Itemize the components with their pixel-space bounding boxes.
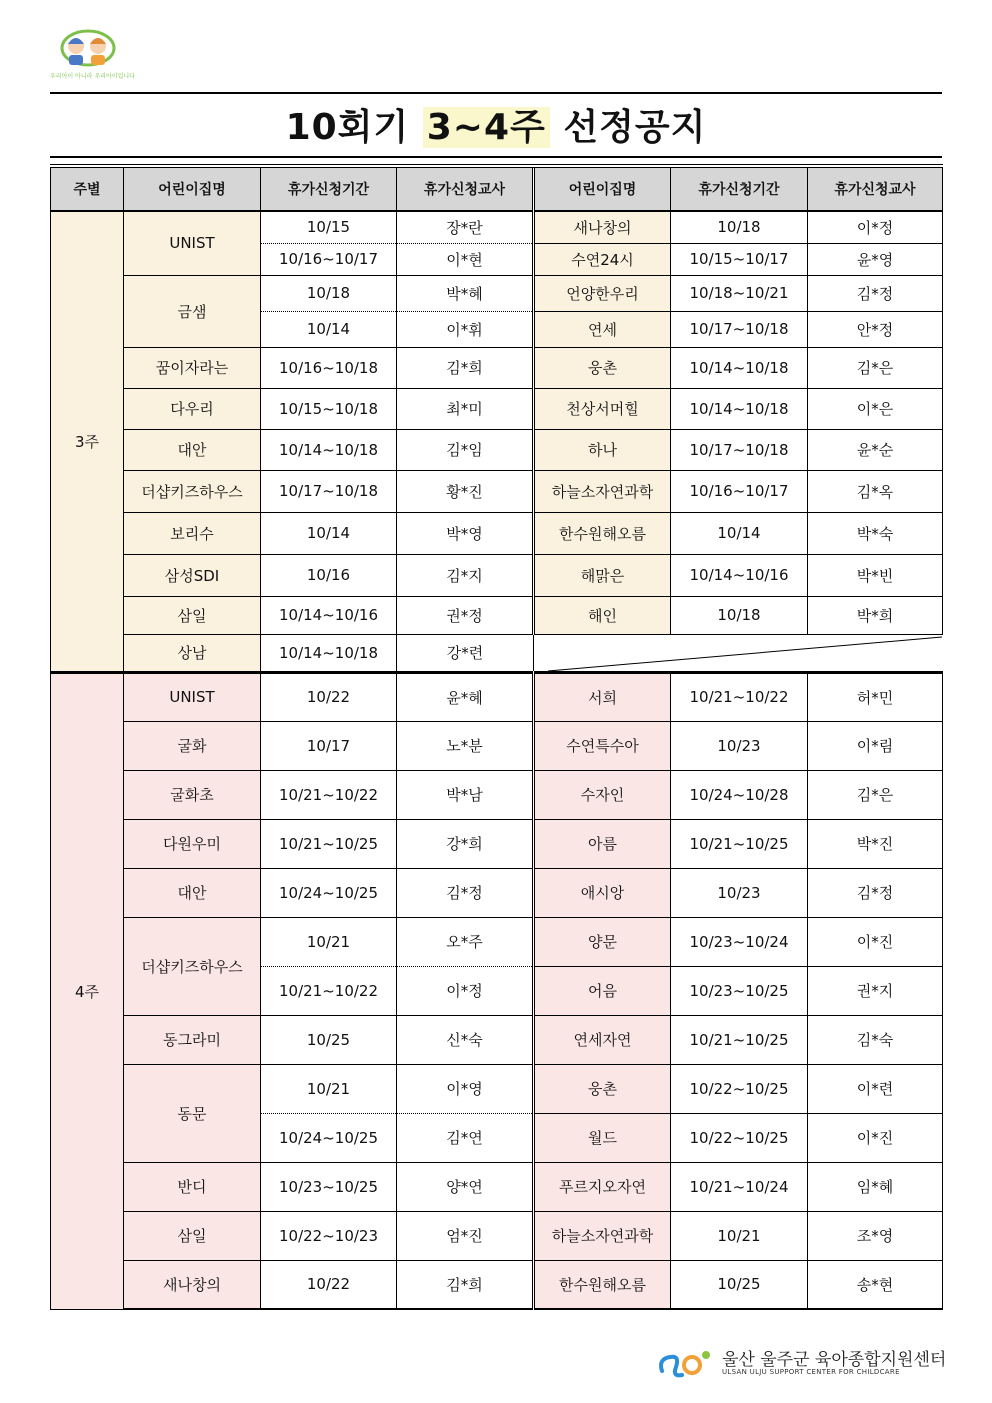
period: 10/25 — [671, 1260, 808, 1309]
period: 10/21~10/22 — [671, 672, 808, 721]
col-teacher: 휴가신청교사 — [397, 166, 534, 211]
teacher: 김*정 — [808, 275, 943, 311]
teacher: 박*숙 — [808, 512, 943, 554]
daycare-name: 상남 — [124, 634, 261, 672]
period: 10/21 — [261, 917, 397, 966]
period: 10/24~10/25 — [261, 868, 397, 917]
daycare-name: 꿈이자라는 — [124, 347, 261, 388]
period: 10/14~10/18 — [671, 388, 808, 429]
daycare-name: 다우리 — [124, 388, 261, 429]
daycare-name: 대안 — [124, 868, 261, 917]
teacher: 이*림 — [808, 721, 943, 770]
teacher: 윤*순 — [808, 429, 943, 470]
period: 10/24~10/25 — [261, 1113, 397, 1162]
daycare-name: UNIST — [124, 211, 261, 275]
teacher: 김*지 — [397, 554, 534, 596]
period: 10/22~10/25 — [671, 1064, 808, 1113]
table-row — [51, 388, 943, 429]
daycare-name: 어음 — [534, 966, 671, 1015]
daycare-name: 천상서머힐 — [534, 388, 671, 429]
daycare-name: 하늘소자연과학 — [534, 1211, 671, 1260]
table-row — [51, 512, 943, 554]
teacher: 임*혜 — [808, 1162, 943, 1211]
center-footer-logo-icon — [656, 1343, 718, 1383]
daycare-name: 웅촌 — [534, 347, 671, 388]
table-row — [51, 1064, 943, 1113]
svg-text:우리아이 아니라 우리아이입니다: 우리아이 아니라 우리아이입니다 — [50, 73, 135, 80]
daycare-name: 연세 — [534, 311, 671, 347]
teacher: 강*희 — [397, 819, 534, 868]
daycare-name: 하나 — [534, 429, 671, 470]
table-row — [51, 429, 943, 470]
table-row — [51, 672, 943, 721]
daycare-name: 월드 — [534, 1113, 671, 1162]
teacher: 이*현 — [397, 243, 534, 275]
teacher: 황*진 — [397, 470, 534, 512]
teacher: 박*희 — [808, 596, 943, 634]
daycare-name: 애시앙 — [534, 868, 671, 917]
teacher: 강*련 — [397, 634, 534, 672]
teacher: 김*정 — [808, 868, 943, 917]
daycare-name: 서희 — [534, 672, 671, 721]
period: 10/14 — [261, 512, 397, 554]
teacher: 김*희 — [397, 1260, 534, 1309]
period: 10/14 — [671, 512, 808, 554]
teacher: 김*숙 — [808, 1015, 943, 1064]
period: 10/21~10/25 — [671, 1015, 808, 1064]
teacher: 김*희 — [397, 347, 534, 388]
daycare-name: 보리수 — [124, 512, 261, 554]
daycare-name: 해맑은 — [534, 554, 671, 596]
daycare-name: 굴화 — [124, 721, 261, 770]
table-row — [51, 917, 943, 966]
teacher: 이*련 — [808, 1064, 943, 1113]
period: 10/23 — [671, 721, 808, 770]
teacher: 김*임 — [397, 429, 534, 470]
daycare-name: 웅촌 — [534, 1064, 671, 1113]
period: 10/14~10/18 — [261, 634, 397, 672]
period: 10/21~10/22 — [261, 770, 397, 819]
period: 10/14~10/16 — [261, 596, 397, 634]
teacher: 노*분 — [397, 721, 534, 770]
teacher: 허*민 — [808, 672, 943, 721]
table-row — [51, 275, 943, 311]
title-prefix: 10회기 — [285, 107, 423, 148]
daycare-name: 더샵키즈하우스 — [124, 470, 261, 512]
period: 10/21~10/25 — [261, 819, 397, 868]
period: 10/17~10/18 — [261, 470, 397, 512]
table-row — [51, 1015, 943, 1064]
period: 10/22 — [261, 672, 397, 721]
period: 10/14~10/16 — [671, 554, 808, 596]
daycare-name: 삼성SDI — [124, 554, 261, 596]
title-rule — [50, 156, 942, 158]
period: 10/18~10/21 — [671, 275, 808, 311]
selection-table — [50, 164, 943, 1310]
teacher: 조*영 — [808, 1211, 943, 1260]
teacher: 오*주 — [397, 917, 534, 966]
teacher: 박*진 — [808, 819, 943, 868]
period: 10/21 — [261, 1064, 397, 1113]
title-suffix: 선정공지 — [549, 107, 707, 148]
period: 10/16~10/17 — [261, 243, 397, 275]
table-row — [51, 634, 943, 672]
teacher: 엄*진 — [397, 1211, 534, 1260]
week-label: 3주 — [51, 211, 124, 672]
table-row — [51, 1211, 943, 1260]
period: 10/21 — [671, 1211, 808, 1260]
page-title — [50, 100, 942, 156]
period: 10/24~10/28 — [671, 770, 808, 819]
period: 10/15 — [261, 211, 397, 243]
daycare-name: 아름 — [534, 819, 671, 868]
teacher: 박*영 — [397, 512, 534, 554]
teacher: 이*진 — [808, 917, 943, 966]
period: 10/16~10/18 — [261, 347, 397, 388]
period: 10/17~10/18 — [671, 429, 808, 470]
daycare-name: 반디 — [124, 1162, 261, 1211]
table-row — [51, 554, 943, 596]
period: 10/18 — [261, 275, 397, 311]
period: 10/21~10/22 — [261, 966, 397, 1015]
teacher: 이*정 — [397, 966, 534, 1015]
teacher: 안*정 — [808, 311, 943, 347]
period: 10/15~10/17 — [671, 243, 808, 275]
teacher: 이*정 — [808, 211, 943, 243]
table-row — [51, 347, 943, 388]
footer-org-name-en: ULSAN ULJU SUPPORT CENTER FOR CHILDCARE — [722, 1368, 900, 1376]
table-row — [51, 819, 943, 868]
teacher: 박*빈 — [808, 554, 943, 596]
daycare-name: 금샘 — [124, 275, 261, 347]
period: 10/14~10/18 — [671, 347, 808, 388]
daycare-name: 한수원해오름 — [534, 512, 671, 554]
table-row — [51, 1162, 943, 1211]
footer-org-name: 울산 울주군 육아종합지원센터 — [722, 1350, 947, 1370]
week-label: 4주 — [51, 672, 124, 1309]
daycare-name: 하늘소자연과학 — [534, 470, 671, 512]
period: 10/16 — [261, 554, 397, 596]
col-daycare-2: 어린이집명 — [534, 166, 671, 211]
daycare-name: 연세자연 — [534, 1015, 671, 1064]
daycare-name: 대안 — [124, 429, 261, 470]
table-row — [51, 211, 943, 243]
empty-cell — [534, 634, 943, 672]
teacher: 박*남 — [397, 770, 534, 819]
teacher: 이*휘 — [397, 311, 534, 347]
col-week: 주별 — [51, 166, 124, 211]
teacher: 신*숙 — [397, 1015, 534, 1064]
table-header-row — [51, 166, 943, 211]
teacher: 이*영 — [397, 1064, 534, 1113]
table-row — [51, 721, 943, 770]
daycare-name: 새나창의 — [124, 1260, 261, 1309]
period: 10/15~10/18 — [261, 388, 397, 429]
daycare-name: 다원우미 — [124, 819, 261, 868]
daycare-name: UNIST — [124, 672, 261, 721]
period: 10/21~10/24 — [671, 1162, 808, 1211]
col-period-2: 휴가신청기간 — [671, 166, 808, 211]
daycare-name: 동문 — [124, 1064, 261, 1162]
teacher: 이*은 — [808, 388, 943, 429]
daycare-name: 더샵키즈하우스 — [124, 917, 261, 1015]
daycare-name: 수연24시 — [534, 243, 671, 275]
teacher: 권*정 — [397, 596, 534, 634]
title-highlight: 3~4주 — [423, 107, 550, 148]
teacher: 권*지 — [808, 966, 943, 1015]
period: 10/17 — [261, 721, 397, 770]
daycare-name: 양문 — [534, 917, 671, 966]
daycare-name: 동그라미 — [124, 1015, 261, 1064]
teacher: 이*진 — [808, 1113, 943, 1162]
teacher: 최*미 — [397, 388, 534, 429]
daycare-name: 굴화초 — [124, 770, 261, 819]
period: 10/21~10/25 — [671, 819, 808, 868]
teacher: 김*정 — [397, 868, 534, 917]
teacher: 김*은 — [808, 770, 943, 819]
period: 10/23~10/24 — [671, 917, 808, 966]
period: 10/14~10/18 — [261, 429, 397, 470]
period: 10/14 — [261, 311, 397, 347]
teacher: 박*혜 — [397, 275, 534, 311]
teacher: 김*연 — [397, 1113, 534, 1162]
table-row — [51, 868, 943, 917]
teacher: 김*은 — [808, 347, 943, 388]
col-daycare: 어린이집명 — [124, 166, 261, 211]
period: 10/18 — [671, 211, 808, 243]
period: 10/22~10/25 — [671, 1113, 808, 1162]
teacher: 송*현 — [808, 1260, 943, 1309]
teacher: 윤*혜 — [397, 672, 534, 721]
daycare-name: 한수원해오름 — [534, 1260, 671, 1309]
period: 10/17~10/18 — [671, 311, 808, 347]
center-logo-icon — [50, 28, 140, 84]
daycare-name: 삼일 — [124, 1211, 261, 1260]
period: 10/22 — [261, 1260, 397, 1309]
teacher: 윤*영 — [808, 243, 943, 275]
daycare-name: 푸르지오자연 — [534, 1162, 671, 1211]
teacher: 양*연 — [397, 1162, 534, 1211]
period: 10/23 — [671, 868, 808, 917]
daycare-name: 언양한우리 — [534, 275, 671, 311]
col-teacher-2: 휴가신청교사 — [808, 166, 943, 211]
daycare-name: 새나창의 — [534, 211, 671, 243]
empty-diagonal — [534, 635, 943, 673]
table-row — [51, 596, 943, 634]
teacher: 김*옥 — [808, 470, 943, 512]
period: 10/23~10/25 — [671, 966, 808, 1015]
table-row — [51, 1260, 943, 1309]
daycare-name: 해인 — [534, 596, 671, 634]
period: 10/22~10/23 — [261, 1211, 397, 1260]
top-rule — [50, 92, 942, 94]
table-row — [51, 770, 943, 819]
daycare-name: 수연특수아 — [534, 721, 671, 770]
daycare-name: 수자인 — [534, 770, 671, 819]
teacher: 장*란 — [397, 211, 534, 243]
period: 10/16~10/17 — [671, 470, 808, 512]
daycare-name: 삼일 — [124, 596, 261, 634]
period: 10/25 — [261, 1015, 397, 1064]
period: 10/18 — [671, 596, 808, 634]
col-period: 휴가신청기간 — [261, 166, 397, 211]
period: 10/23~10/25 — [261, 1162, 397, 1211]
table-row — [51, 470, 943, 512]
